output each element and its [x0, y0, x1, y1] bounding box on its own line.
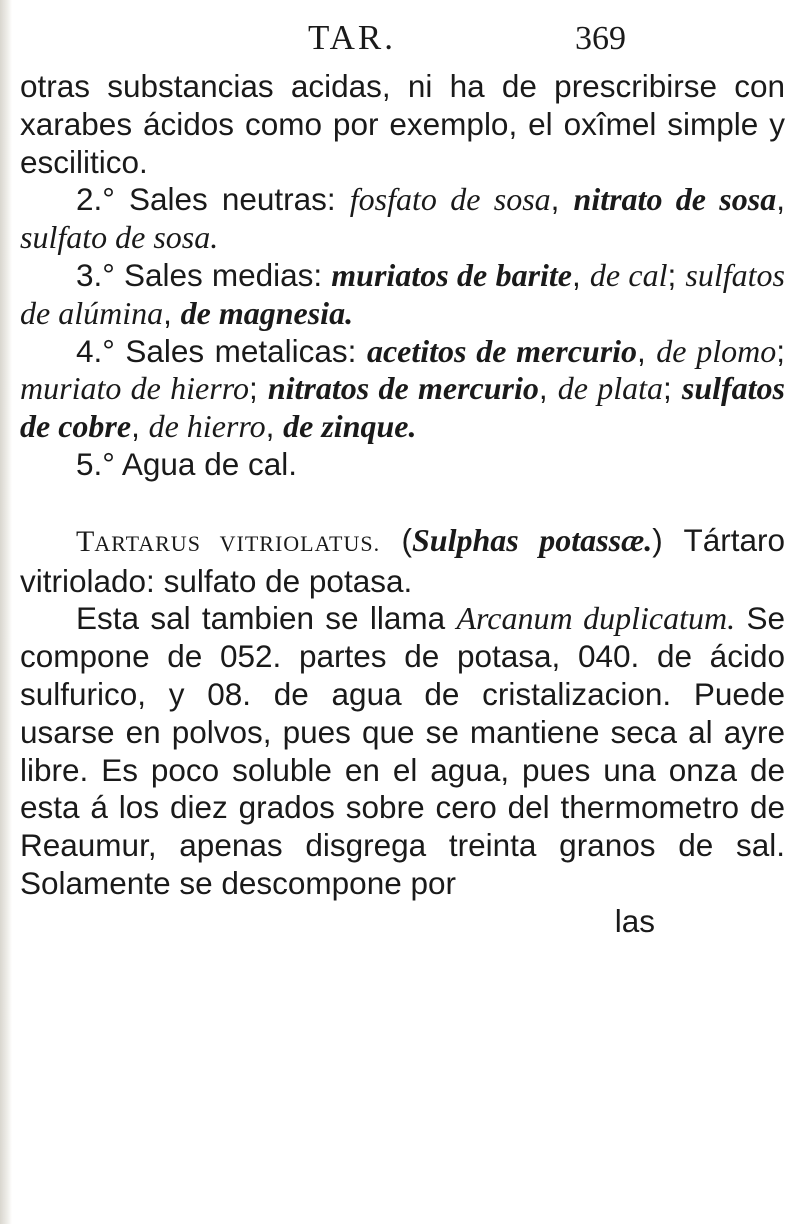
paren-open: ( [401, 521, 412, 558]
separator: , [131, 408, 140, 445]
latin-name: Sulphas potassæ. [411, 521, 653, 558]
text-run: Se compone de 052. partes de potasa, 040. de ácido sulfurico, y 08. de agua de cristalizacion. Puede usarse en polvos, pues que se mantiene seca al ayre libre. Es poco soluble en el agua, pues una onza de esta á los diez grados sobre cero del thermometro de Reaumur, apenas disgrega treinta granos de sal. Solamente se descompone por [20, 600, 785, 901]
paragraph-sales-medias [20, 257, 785, 333]
latin-name: Arcanum duplicatum. [456, 600, 736, 637]
separator: ; [248, 370, 258, 407]
page-number: 369 [575, 20, 626, 57]
paragraph-sales-metalicas [20, 333, 785, 446]
book-page [20, 18, 785, 941]
italic-term: de plomo [656, 332, 777, 369]
page-header [20, 18, 785, 68]
separator: , [637, 332, 646, 369]
italic-term: sulfatos de cobre [20, 370, 785, 445]
page-gutter-shadow [0, 0, 12, 1224]
italic-term: sulfatos de alúmina [20, 256, 785, 331]
separator: ; [667, 256, 677, 293]
separator: ; [663, 370, 672, 407]
italic-term: acetitos de mercurio [366, 332, 638, 369]
italic-term: muriatos de barite [331, 256, 572, 293]
italic-term: sulfato de sosa. [20, 219, 219, 256]
entry-definition: ) Tártaro vitriolado: sulfato de potasa. [20, 521, 785, 599]
item-number: 2.° Sales neutras: [76, 181, 336, 218]
separator: , [538, 370, 548, 407]
italic-term: nitratos de mercurio [267, 370, 539, 407]
paragraph-continuation: otras substancias acidas, ni ha de prescribirse con xarabes ácidos como por exemplo, el oxîmel simple y escilitico. [20, 68, 785, 180]
catchword: las [614, 902, 655, 939]
entry-tartarus-vitriolatus [20, 522, 785, 601]
italic-term: de plata [557, 370, 664, 407]
separator: , [572, 256, 581, 293]
italic-term: fosfato de sosa [349, 181, 551, 218]
separator: , [265, 408, 275, 445]
paragraph-agua-de-cal: 5.° Agua de cal. [76, 445, 298, 482]
italic-term: de zinque. [283, 408, 417, 445]
body-text [20, 68, 785, 941]
separator: , [550, 181, 560, 218]
separator: , [776, 181, 785, 218]
paragraph-arcanum [20, 600, 785, 902]
entry-head-smallcaps: ARTARUS VITRIOLATUS. [94, 530, 381, 556]
italic-term: de cal [589, 256, 668, 293]
separator: , [163, 294, 172, 331]
italic-term: muriato de hierro [20, 370, 249, 407]
separator: ; [776, 332, 785, 369]
section-gap [20, 484, 785, 522]
italic-term: de hierro [148, 408, 266, 445]
italic-term: de magnesia. [180, 294, 354, 331]
running-head: TAR. [308, 18, 396, 57]
item-number: 3.° Sales medias: [76, 256, 323, 293]
italic-term: nitrato de sosa [573, 181, 777, 218]
entry-head-capital: T [76, 524, 95, 558]
paragraph-sales-neutras [20, 181, 785, 257]
item-number: 4.° Sales metalicas: [76, 332, 357, 369]
text-run: Esta sal tambien se llama [76, 600, 446, 637]
